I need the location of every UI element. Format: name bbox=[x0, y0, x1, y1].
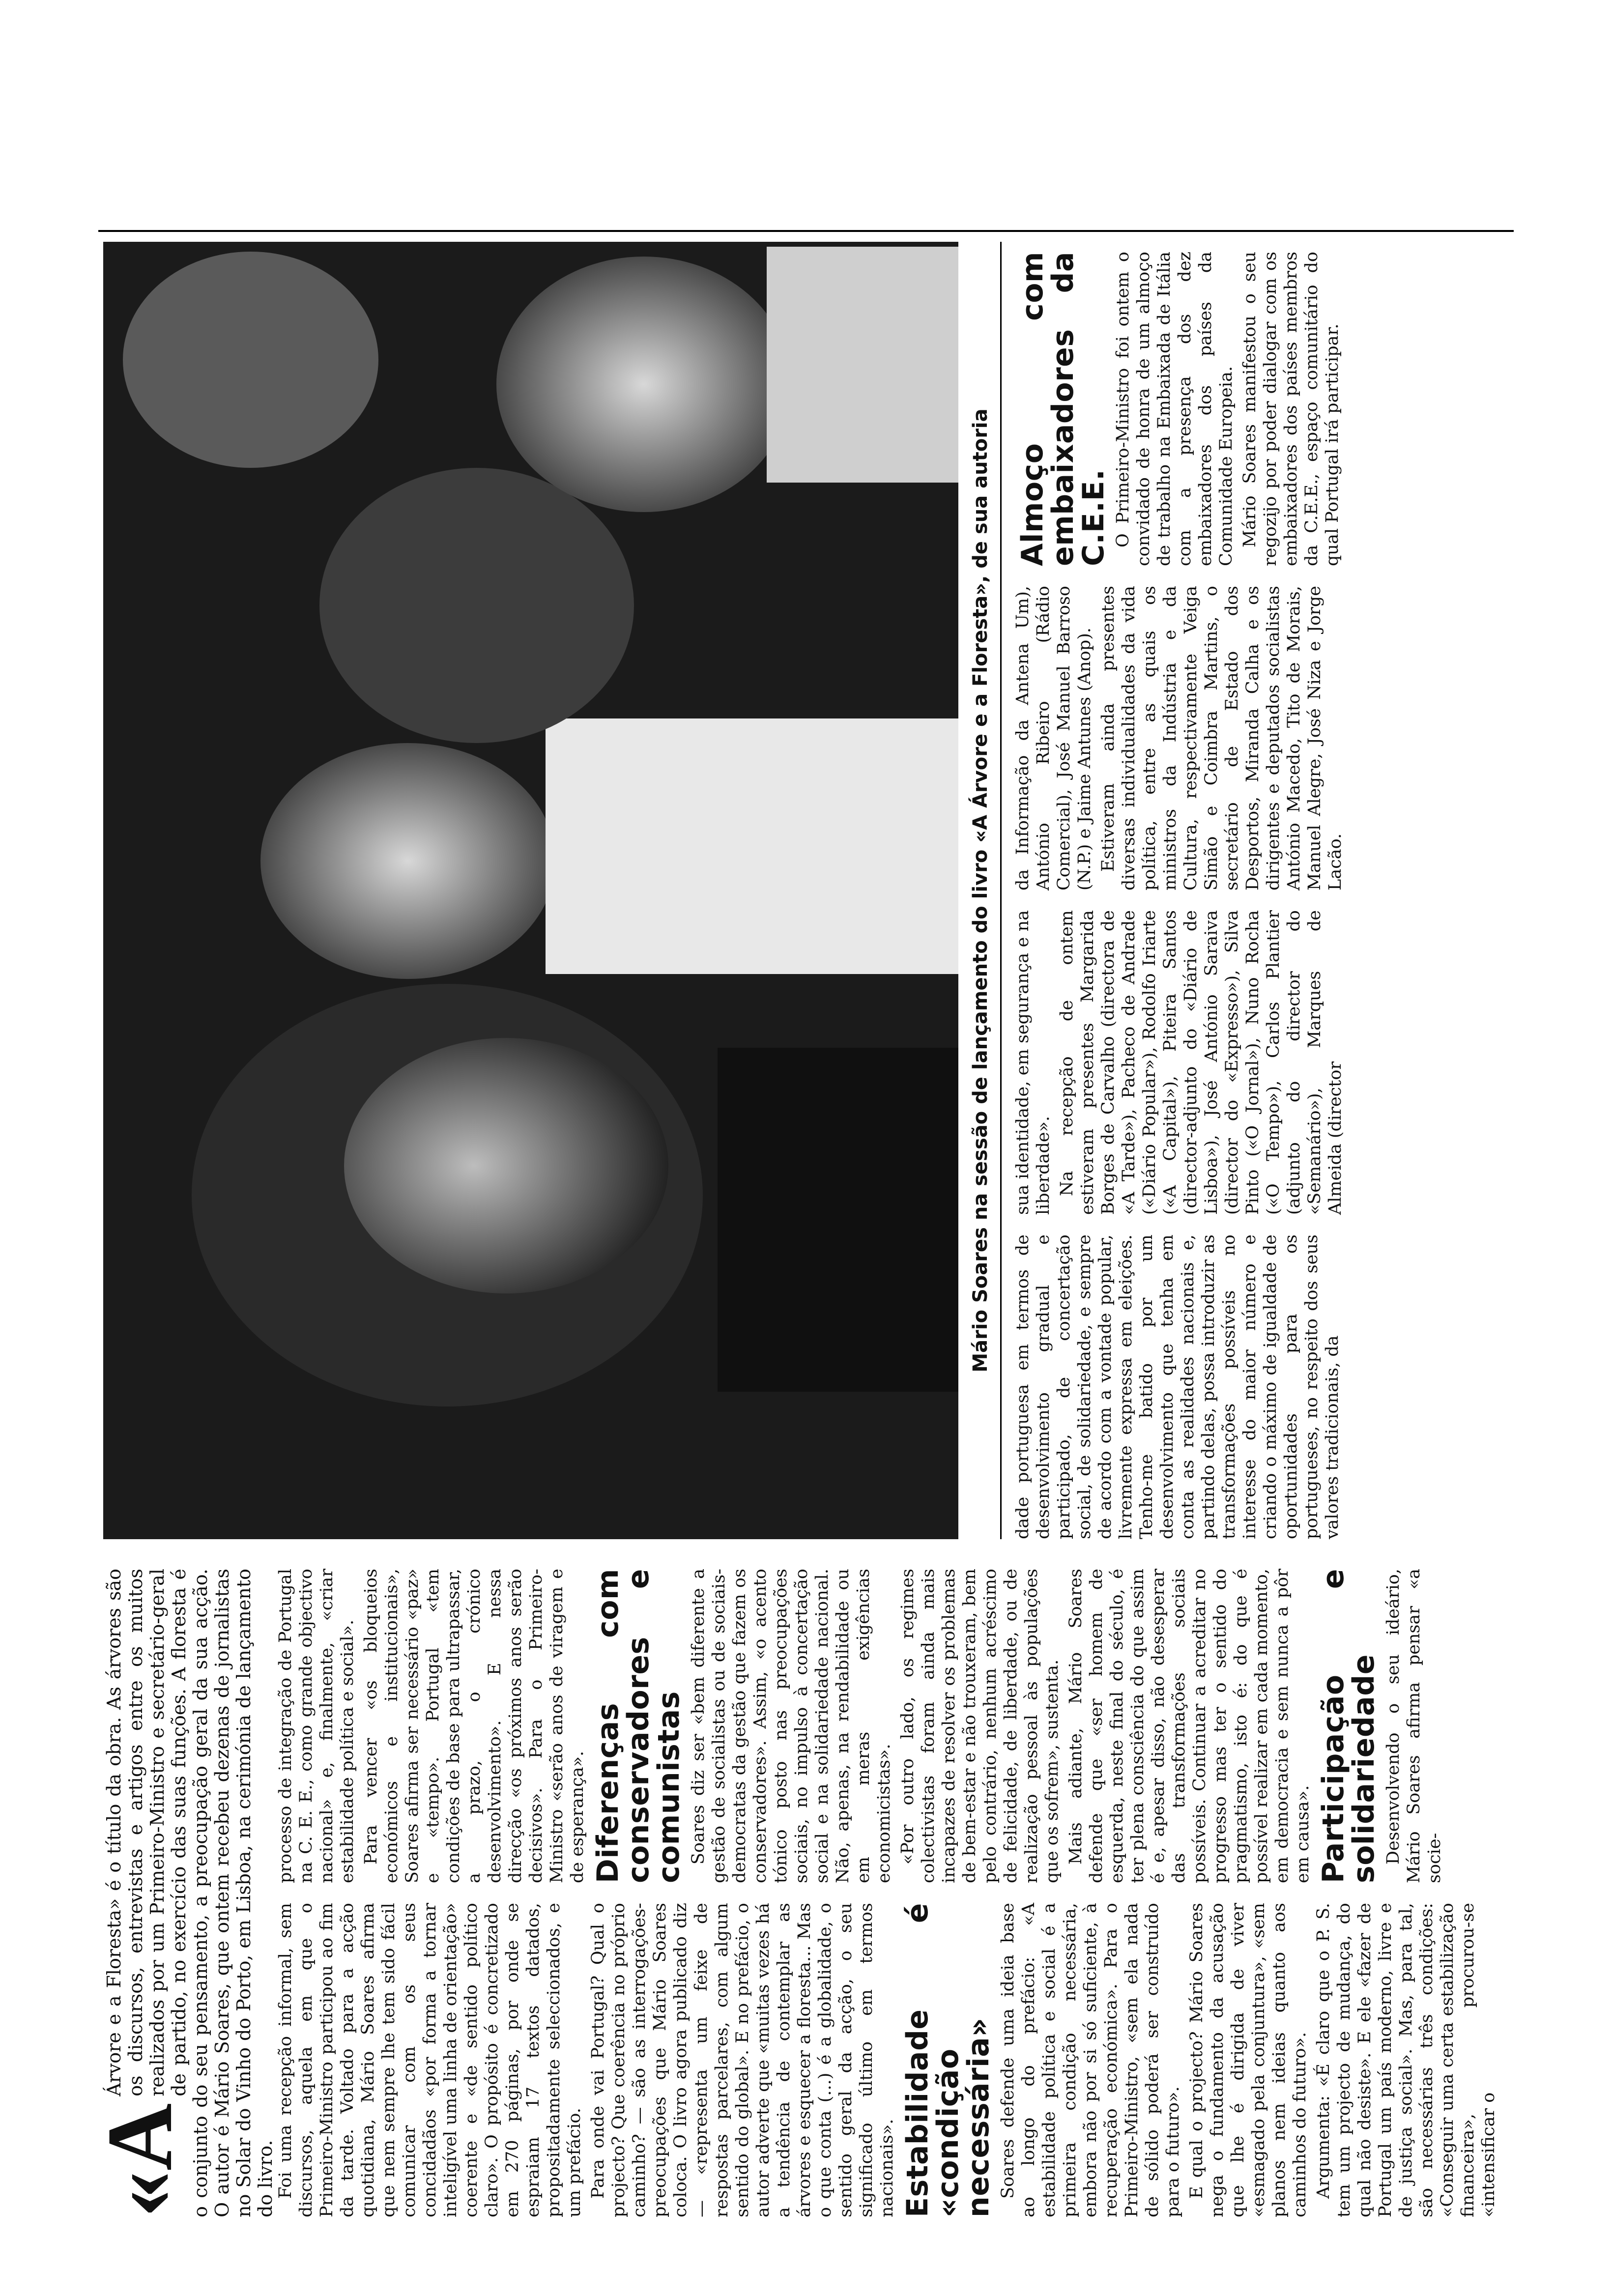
paragraph: Na recepção de ontem estiveram presentes Margarida Borges de Carvalho (directora de «A Tarde»), Pacheco de Andrade («Diário Popular»), Rodolfo Iriarte («A Capital»), Piteira Santos (director-adjunto do «Diário de Lisboa»), José António Saraiva (director do «Expresso»), Silva Pinto («O Jornal»), Nuno Rocha («O Tempo»), Carlos Plantier (adjunto do director do «Semanário»), Marques de Almeida (director bbox=[1057, 910, 1345, 1215]
paragraph: «Por outro lado, os regimes colectivistas foram ainda mais incapazes de resolver os problemas de bem-estar e não trouxeram, bem pelo contrário, nenhum acréscimo de felicidade, de liberdade, ou de realização pessoal às populações que os sofrem», sustenta. bbox=[898, 1569, 1062, 1883]
paragraph: Soares defende uma ideia base ao longo do prefácio: «A estabilidade política e social é a primeira condição necessária, embora não por si só suficiente, à recuperação económica». Para o Primeiro-Ministro, «sem ela nada de sólido poderá ser construído para o futuro». bbox=[998, 1903, 1183, 2217]
article-lead bbox=[88, 1569, 279, 2217]
article-photo bbox=[103, 242, 958, 1539]
paragraph: O Primeiro-Ministro foi ontem o convidado de honra de um almoço de trabalho na Embaixada de Itália com a presença dos dez embaixadores dos países da Comunidade Europeia. bbox=[1113, 252, 1236, 566]
paragraph: Para vencer «os bloqueios económicos e institucionais», Soares afirma ser necessário «paz» e «tempo». Portugal «tem condições de base para ultrapassar, a prazo, o crónico desenvolvimento». E nessa direcção «os próximos anos serão decisivos». Para o Primeiro-Ministro «serão anos de viragem e de esperança». bbox=[361, 1569, 587, 1883]
paragraph: Soares diz ser «bem diferente a gestão de socialistas ou de sociais-democratas da gestão que fazem os conservadores». Assim, «o acento tónico posto nas preocupações sociais, no impulso à concertação social e na solidariedade nacional. Não, apenas, na rendabilidade ou em meras exigências economicistas». bbox=[689, 1569, 894, 1883]
paragraph: Foi uma recepção informal, sem discursos, aquela em que o Primeiro-Ministro participou ao fim da tarde. Voltado para a acção quotidiana, Mário Soares afirma que nem sempre lhe tem sido fácil comunicar com os seus concidadãos «por forma a tornar inteligível uma linha de orientação» coerente e «de sentido político claro». O propósito é concretizado em 270 páginas, por onde se espraiam 17 textos datados, propositadamente seleccionados, e um prefácio. bbox=[276, 1903, 584, 2217]
paragraph: E qual o projecto? Mário Soares nega o fundamento da acusação que lhe é dirigida de viver «esmagado pela conjuntura», «sem planos nem ideias quanto aos caminhos do futuro». bbox=[1187, 1903, 1310, 2217]
lead-dropcap: «A bbox=[88, 2103, 192, 2217]
paragraph: Argumenta: «É claro que o P. S. tem um projecto de mudança, do qual não desiste». E ele «fazer de Portugal um país moderno, livre e de justiça social». Mas, para tal, são necessárias três condições: «Conseguir uma certa estabilização financeira», procurou-se «intensificar o bbox=[1314, 1903, 1498, 2217]
paragraph: Mais adiante, Mário Soares defende que «ser homem de esquerda, neste final do século, é ter plena consciência do que assim é e, apesar disso, não desesperar das transformações sociais possíveis. Continuar a acreditar no progresso mas ter o sentido do pragmatismo, isto é: do que é possível realizar em cada momento, em democracia e sem nunca a pôr em causa». bbox=[1066, 1569, 1313, 1883]
paragraph: Mário Soares manifestou o seu regozijo por poder dialogar com os embaixadores dos países membros da C.E.E., espaço comunitário do qual Portugal irá participar. bbox=[1240, 252, 1342, 566]
lead-text: Árvore e a Floresta» é o título da obra. As árvores são os discursos, entrevistas e artigos entre os muitos realizados por um Primeiro-Ministro e secretário-geral de partido, no exercício das suas funções. A floresta é o conjunto do seu pensamento, a preocupação geral da sua acção. O autor é Mário Soares, que ontem recebeu dezenas de jornalistas no Solar do Vinho do Porto, em Lisboa, na cerimónia de lançamento do livro. bbox=[103, 1569, 276, 2217]
paragraph: processo de integração de Portugal na C. E. E., como grande objectivo nacional» e, finalmente, «criar estabilidade política e social». bbox=[276, 1569, 357, 1883]
paragraph: sua identidade, em segurança e na liberdade». bbox=[1013, 910, 1053, 1215]
photo-caption: Mário Soares na sessão de lançamento do livro «A Árvore e a Floresta», de sua autoria bbox=[966, 242, 1002, 1539]
paragraph: Estiveram ainda presentes diversas individualidades da vida política, entre as quais os ministros da Indústria e da Cultura, respectivamente Veiga Simão e Coimbra Martins, o secretário de Estado dos Desportos, Miranda Calha e os dirigentes e deputados socialistas António Macedo, Tito de Morais, Manuel Alegre, José Niza e Jorge Lacão. bbox=[1098, 586, 1345, 890]
subheading-participacao: Participação e solidariedade bbox=[1316, 1569, 1381, 1883]
article-column-3 bbox=[1012, 1234, 1346, 1539]
paragraph: dade portuguesa em termos de desenvolvimento gradual e participado, de concertação social, de solidariedade, e sempre de acordo com a vontade popular, livremente expressa em eleições. Tenho-me batido por um desenvolvimento que tenha em conta as realidades nacionais e, partindo delas, possa introduzir as transformações possíveis no interesse do maior número e criando o máximo de igualdade de oportunidades para os portugueses, no respeito dos seus valores tradicionais, da bbox=[1013, 1234, 1342, 1539]
paragraph: da Informação da Antena Um), António Ribeiro (Rádio Comercial), José Manuel Barroso (N.P.) e Jaime Antunes (Anop). bbox=[1013, 586, 1094, 890]
article-column-2 bbox=[275, 1569, 1448, 1883]
article-column-5 bbox=[1012, 586, 1349, 890]
subheading-almoco: Almoço com embaixadores da C.E.E. bbox=[1015, 252, 1111, 566]
subheading-estabilidade: Estabilidade é «condição necessária» bbox=[900, 1903, 996, 2217]
article-column-1 bbox=[275, 1903, 1502, 2217]
paragraph: Para onde vai Portugal? Qual o projecto? Que coerência no próprio caminho? — são as interrogações-preocupações que Mário Soares coloca. O livro agora publicado diz — «representa um feixe de respostas parcelares, com algum sentido do global». E no prefácio, o autor adverte que «muitas vezes há a tendência de contemplar as árvores e esquecer a floresta... Mas o que conta (...) é a globalidade, o sentido geral da acção, o seu significado último em termos nacionais». bbox=[588, 1903, 897, 2217]
paragraph: Desenvolvendo o seu ideário, Mário Soares afirma pensar «a socie- bbox=[1383, 1569, 1444, 1883]
subheading-diferencas: Diferenças com conservadores e comunistas bbox=[591, 1569, 686, 1883]
article-column-6 bbox=[1012, 252, 1346, 566]
photo-halftone bbox=[103, 242, 958, 1539]
column-rule bbox=[98, 230, 1514, 232]
article-column-4 bbox=[1012, 910, 1349, 1215]
